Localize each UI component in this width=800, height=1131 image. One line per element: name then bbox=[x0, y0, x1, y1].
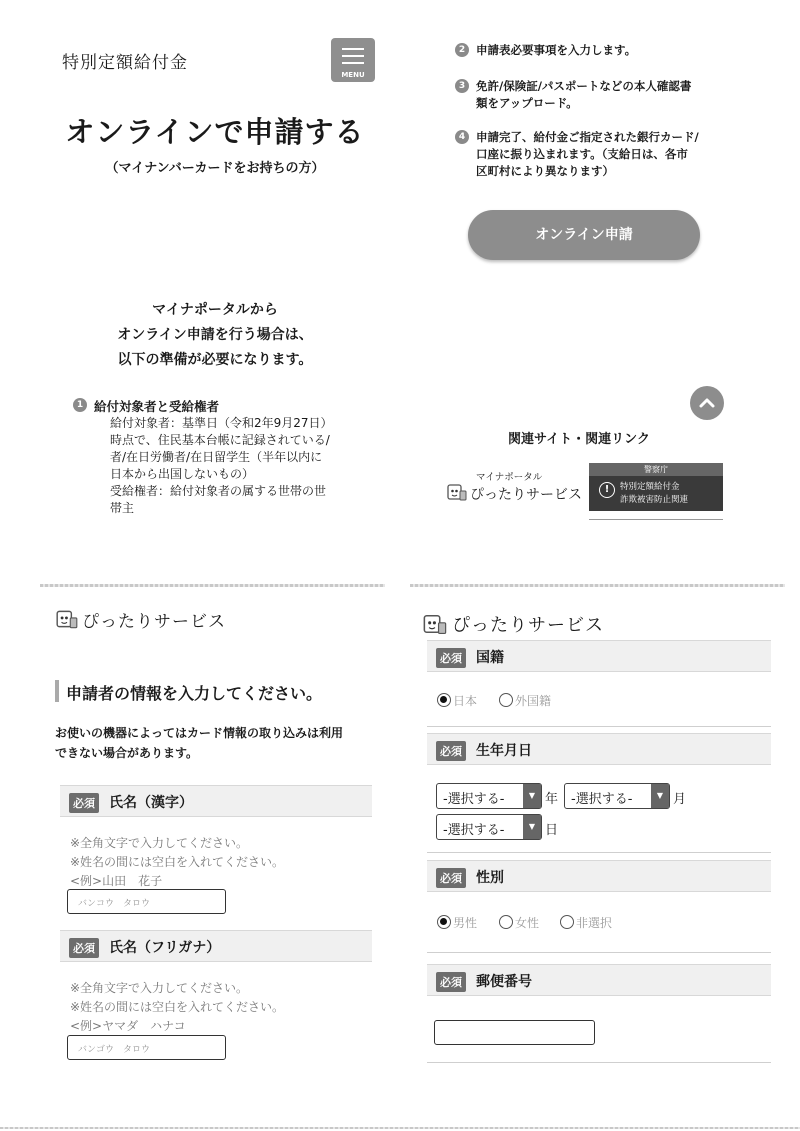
police-banner-line-2: 詐欺被害防止関連 bbox=[620, 495, 689, 505]
step-3-text: 免許/保険証/パスポートなどの本人確認書 bbox=[476, 79, 692, 93]
required-badge: 必須 bbox=[436, 648, 466, 668]
brand-pittari-service: ぴったりサービス bbox=[452, 615, 604, 636]
name-kanji-placeholder: バンコウ タロウ bbox=[78, 899, 151, 909]
required-badge: 必須 bbox=[436, 972, 466, 992]
intro-line-2: オンライン申請を行う場合は、 bbox=[117, 327, 313, 343]
radio-unselected-icon bbox=[499, 915, 513, 929]
name-kana-label: 氏名（フリガナ） bbox=[109, 940, 221, 956]
year-unit: 年 bbox=[545, 792, 559, 807]
radio-selected-icon bbox=[437, 915, 451, 929]
divider bbox=[427, 1062, 771, 1063]
dropdown-arrow-icon: ▼ bbox=[523, 784, 541, 808]
related-links-title: 関連サイト・関連リンク bbox=[508, 432, 650, 447]
required-badge: 必須 bbox=[69, 793, 99, 813]
form-note: できない場合があります。 bbox=[55, 746, 199, 760]
site-title: 特別定額給付金 bbox=[62, 53, 188, 73]
form-note: お使いの機器によってはカード情報の取り込みは利用 bbox=[55, 726, 344, 740]
field-row-gender bbox=[427, 860, 771, 892]
step-4-text: 申請完了、給付金ご指定された銀行カード/ bbox=[476, 130, 699, 144]
nationality-radio-japan[interactable]: 日本 bbox=[437, 692, 477, 709]
heading-accent-bar bbox=[55, 680, 59, 702]
gender-label: 性別 bbox=[476, 870, 504, 886]
scroll-top-button[interactable] bbox=[690, 386, 724, 420]
hint-text: ※姓名の間には空白を入れてください。 bbox=[70, 855, 285, 869]
page-title: オンラインで申請する bbox=[65, 115, 365, 149]
birthdate-label: 生年月日 bbox=[476, 743, 532, 759]
divider bbox=[427, 852, 771, 853]
police-fraud-banner[interactable] bbox=[589, 463, 723, 511]
day-unit: 日 bbox=[545, 823, 559, 838]
menu-button[interactable] bbox=[331, 38, 375, 82]
form-heading: 申請者の情報を入力してください。 bbox=[66, 684, 323, 703]
mascot-icon bbox=[422, 612, 448, 636]
required-badge: 必須 bbox=[69, 938, 99, 958]
menu-label: MENU bbox=[341, 71, 365, 79]
postal-code-input[interactable] bbox=[434, 1020, 595, 1045]
field-row-nationality bbox=[427, 640, 771, 672]
step-4-text: 区町村により異なります） bbox=[476, 164, 614, 178]
step-3-text: 類をアップロード。 bbox=[476, 96, 578, 110]
dropdown-arrow-icon: ▼ bbox=[651, 784, 669, 808]
field-row-name-kanji bbox=[60, 785, 372, 817]
birth-day-select[interactable]: -選択する- ▼ bbox=[436, 814, 542, 840]
birth-year-select[interactable]: -選択する- ▼ bbox=[436, 783, 542, 809]
requirement-line: 者/在日労働者/在日留学生（半年以内に bbox=[110, 450, 323, 464]
mynaportal-label: マイナポータル bbox=[476, 472, 543, 483]
requirement-line: 受給権者：給付対象者の属する世帯の世 bbox=[110, 484, 327, 498]
divider bbox=[427, 952, 771, 953]
month-unit: 月 bbox=[673, 792, 687, 807]
required-badge: 必須 bbox=[436, 741, 466, 761]
step-2-text: 申請表必要事項を入力します。 bbox=[476, 43, 637, 57]
requirement-title: 給付対象者と受給権者 bbox=[94, 399, 220, 414]
hint-text: ※全角文字で入力してください。 bbox=[70, 836, 249, 850]
gender-radio-unselected[interactable]: 非選択 bbox=[560, 914, 612, 931]
intro-line-1: マイナポータルから bbox=[152, 302, 278, 318]
nationality-label: 国籍 bbox=[476, 650, 504, 666]
section-divider bbox=[40, 584, 385, 587]
postal-label: 郵便番号 bbox=[476, 974, 532, 990]
radio-selected-icon bbox=[437, 693, 451, 707]
name-kana-input[interactable] bbox=[67, 1035, 226, 1060]
police-agency-label: 警察庁 bbox=[589, 463, 723, 476]
page-bottom-divider bbox=[0, 1127, 800, 1129]
intro-line-3: 以下の準備が必要になります。 bbox=[117, 352, 313, 368]
mascot-icon bbox=[55, 608, 79, 630]
name-kana-placeholder: バンゴウ タロウ bbox=[78, 1045, 151, 1055]
requirement-line: 時点で、住民基本台帳に記録されている/ bbox=[110, 433, 330, 447]
name-kanji-label: 氏名（漢字） bbox=[109, 795, 193, 811]
requirement-line: 帯主 bbox=[110, 501, 135, 515]
name-kanji-input[interactable] bbox=[67, 889, 226, 914]
step-number-1: 1 bbox=[73, 398, 87, 412]
radio-unselected-icon bbox=[560, 915, 574, 929]
page-subtitle: （マイナンバーカードをお持ちの方） bbox=[105, 161, 325, 176]
field-row-birthdate bbox=[427, 733, 771, 765]
step-number-4: 4 bbox=[455, 130, 469, 144]
field-row-postal bbox=[427, 964, 771, 996]
hint-text: <例>山田 花子 bbox=[70, 874, 163, 888]
requirement-line: 日本から出国しないもの） bbox=[110, 467, 255, 481]
requirement-line: 給付対象者：基準日（令和2年9月27日） bbox=[110, 416, 333, 430]
gender-radio-female[interactable]: 女性 bbox=[499, 914, 539, 931]
birth-month-select[interactable]: -選択する- ▼ bbox=[564, 783, 670, 809]
section-divider bbox=[410, 584, 785, 587]
step-number-2: 2 bbox=[455, 43, 469, 57]
gender-radio-male[interactable]: 男性 bbox=[437, 914, 477, 931]
step-number-3: 3 bbox=[455, 79, 469, 93]
step-4-text: 口座に振り込まれます。（支給日は、各市 bbox=[476, 147, 688, 161]
required-badge: 必須 bbox=[436, 868, 466, 888]
divider bbox=[427, 726, 771, 727]
hint-text: ※全角文字で入力してください。 bbox=[70, 981, 249, 995]
chevron-up-icon bbox=[690, 386, 724, 420]
police-banner-line-1: 特別定額給付金 bbox=[620, 482, 680, 492]
mascot-icon bbox=[446, 482, 468, 502]
divider bbox=[589, 519, 723, 520]
dropdown-arrow-icon: ▼ bbox=[523, 815, 541, 839]
online-apply-button[interactable]: オンライン申請 bbox=[468, 210, 700, 260]
hint-text: <例>ヤマダ ハナコ bbox=[70, 1019, 186, 1033]
nationality-radio-foreign[interactable]: 外国籍 bbox=[499, 692, 551, 709]
field-row-name-kana bbox=[60, 930, 372, 962]
brand-pittari-service: ぴったりサービス bbox=[82, 612, 226, 632]
pittari-service-label[interactable]: ぴったりサービス bbox=[470, 487, 582, 503]
radio-unselected-icon bbox=[499, 693, 513, 707]
exclamation-icon: ! bbox=[599, 482, 615, 498]
hint-text: ※姓名の間には空白を入れてください。 bbox=[70, 1000, 285, 1014]
